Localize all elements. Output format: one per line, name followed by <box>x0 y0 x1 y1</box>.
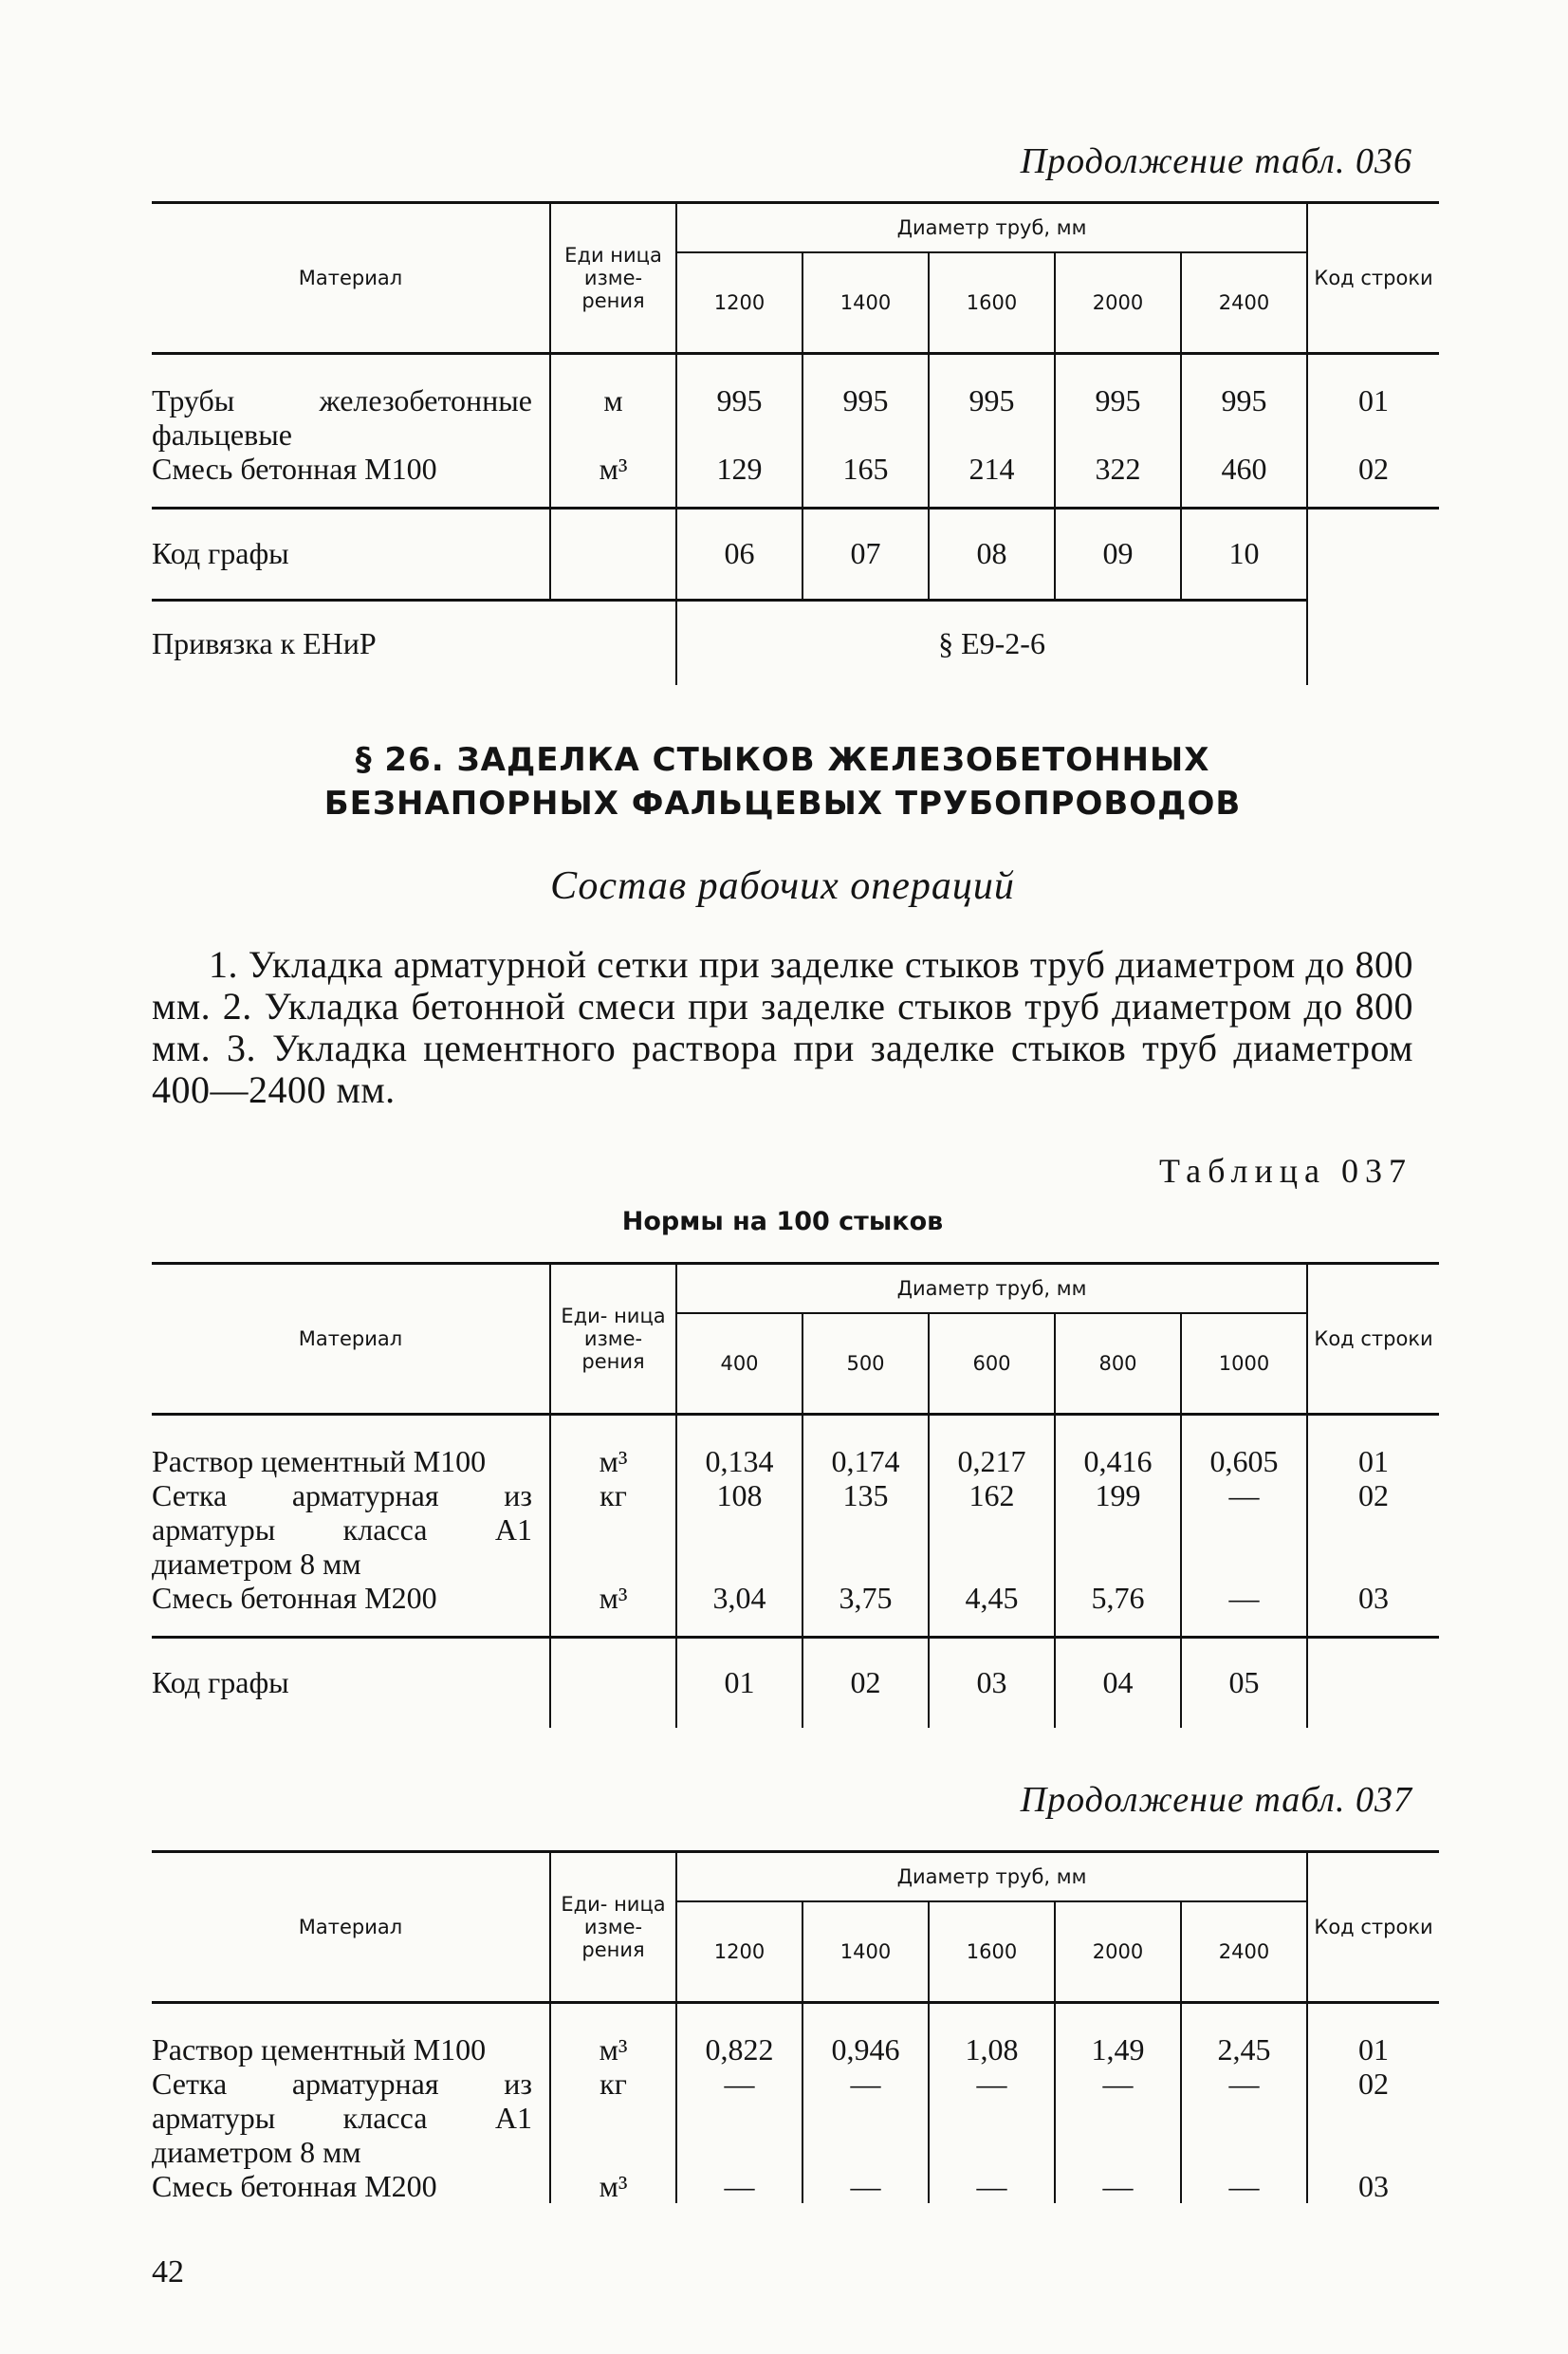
row-unit: м³ <box>550 2169 676 2203</box>
row-code: 02 <box>1307 452 1439 509</box>
row-value: 0,822 <box>676 2003 802 2067</box>
header-diameter-value: 600 <box>929 1313 1055 1415</box>
graph-code-empty <box>1307 509 1439 601</box>
table-037 <box>152 1262 1439 1728</box>
section-title-line: § 26. ЗАДЕЛКА СТЫКОВ ЖЕЛЕЗОБЕТОННЫХ <box>355 741 1210 779</box>
row-value: 3,04 <box>676 1581 802 1638</box>
row-value: — <box>676 2169 802 2203</box>
row-code: 01 <box>1307 354 1439 453</box>
row-code: 02 <box>1307 1478 1439 1581</box>
row-unit: м <box>550 354 676 453</box>
table-037-continuation <box>152 1850 1439 2203</box>
row-value: 322 <box>1055 452 1181 509</box>
row-unit: м³ <box>550 2003 676 2067</box>
header-unit: Еди- ница изме- рения <box>550 1264 676 1415</box>
table-037-continuation-title: Продолжение табл. 037 <box>1020 1780 1412 1820</box>
header-material: Материал <box>152 1264 550 1415</box>
row-value: 3,75 <box>802 1581 929 1638</box>
header-diameter-value: 500 <box>802 1313 929 1415</box>
row-value: 0,605 <box>1181 1415 1307 1479</box>
row-code: 03 <box>1307 2169 1439 2203</box>
row-material: Раствор цементный М100 <box>152 1444 487 1478</box>
row-unit: кг <box>550 2067 676 2169</box>
graph-code: 06 <box>676 509 802 601</box>
graph-code: 04 <box>1055 1638 1181 1729</box>
row-value: 0,174 <box>802 1415 929 1479</box>
row-value: 0,134 <box>676 1415 802 1479</box>
section-title-line: БЕЗНАПОРНЫХ ФАЛЬЦЕВЫХ ТРУБОПРОВОДОВ <box>323 785 1242 823</box>
row-value: — <box>1055 2169 1181 2203</box>
row-code: 01 <box>1307 2003 1439 2067</box>
row-value: — <box>929 2067 1055 2169</box>
graph-code: 08 <box>929 509 1055 601</box>
row-value: 214 <box>929 452 1055 509</box>
graph-code: 10 <box>1181 509 1307 601</box>
row-value: 199 <box>1055 1478 1181 1581</box>
header-material: Материал <box>152 203 550 354</box>
header-diameter-value: 2000 <box>1055 1901 1181 2003</box>
table-037-subtitle: Нормы на 100 стыков <box>621 1207 944 1236</box>
enir-label: Привязка к ЕНиР <box>152 601 676 686</box>
graph-code-label: Код графы <box>152 509 550 601</box>
row-value: — <box>802 2067 929 2169</box>
header-diameter-value: 1600 <box>929 252 1055 354</box>
header-diameter-value: 2000 <box>1055 252 1181 354</box>
header-diameter-value: 2400 <box>1181 1901 1307 2003</box>
row-value: 460 <box>1181 452 1307 509</box>
row-unit: м³ <box>550 1415 676 1479</box>
row-value: 2,45 <box>1181 2003 1307 2067</box>
header-unit: Еди ница изме- рения <box>550 203 676 354</box>
header-diameter-value: 1200 <box>676 252 802 354</box>
section-title <box>152 738 1413 825</box>
row-value: — <box>802 2169 929 2203</box>
header-diameter-value: 1200 <box>676 1901 802 2003</box>
graph-code-row <box>152 1638 1439 1729</box>
row-value: 995 <box>802 354 929 453</box>
row-value: — <box>1181 1478 1307 1581</box>
row-material: Раствор цементный М100 <box>152 2032 487 2067</box>
graph-code: 07 <box>802 509 929 601</box>
graph-code: 09 <box>1055 509 1181 601</box>
table-row <box>152 452 1439 509</box>
row-value: 162 <box>929 1478 1055 1581</box>
row-unit: кг <box>550 1478 676 1581</box>
row-material: Трубы железобетонные фальцевые <box>152 383 532 452</box>
enir-value: § Е9-2-6 <box>676 601 1307 686</box>
header-diameter-value: 1400 <box>802 1901 929 2003</box>
row-material: Смесь бетонная М200 <box>152 1581 437 1615</box>
row-value: 1,08 <box>929 2003 1055 2067</box>
header-code: Код строки <box>1307 1852 1439 2003</box>
row-value: 0,946 <box>802 2003 929 2067</box>
row-value: 995 <box>1055 354 1181 453</box>
header-diameter-value: 400 <box>676 1313 802 1415</box>
row-value: 995 <box>929 354 1055 453</box>
table-row <box>152 1581 1439 1638</box>
row-value: 0,416 <box>1055 1415 1181 1479</box>
header-diameter-value: 2400 <box>1181 252 1307 354</box>
graph-code-label: Код графы <box>152 1638 550 1729</box>
row-code: 03 <box>1307 1581 1439 1638</box>
row-value: — <box>929 2169 1055 2203</box>
header-diameter-value: 1400 <box>802 252 929 354</box>
operations-title: Состав рабочих операций <box>550 864 1015 908</box>
enir-reference-row <box>152 601 1439 686</box>
row-value: 0,217 <box>929 1415 1055 1479</box>
table-036-continuation <box>152 201 1439 685</box>
graph-code-empty <box>1307 1638 1439 1729</box>
row-value: 1,49 <box>1055 2003 1181 2067</box>
row-value: — <box>1181 2169 1307 2203</box>
row-unit: м³ <box>550 1581 676 1638</box>
header-diameter: Диаметр труб, мм <box>676 203 1307 253</box>
row-material: Сетка арматурная из арматуры класса А1 диаметром 8 мм <box>152 1478 532 1581</box>
table-row <box>152 2169 1439 2203</box>
graph-code-empty <box>550 509 676 601</box>
header-diameter: Диаметр труб, мм <box>676 1852 1307 1902</box>
table-row <box>152 1478 1439 1581</box>
row-unit: м³ <box>550 452 676 509</box>
graph-code: 01 <box>676 1638 802 1729</box>
row-code: 02 <box>1307 2067 1439 2169</box>
row-material: Сетка арматурная из арматуры класса А1 диаметром 8 мм <box>152 2067 532 2169</box>
row-value: 5,76 <box>1055 1581 1181 1638</box>
table-036-continuation-title: Продолжение табл. 036 <box>1020 141 1412 181</box>
row-material: Смесь бетонная М100 <box>152 452 437 486</box>
graph-code-row <box>152 509 1439 601</box>
row-value: 995 <box>676 354 802 453</box>
table-037-label: Таблица 037 <box>1159 1152 1412 1190</box>
graph-code-empty <box>550 1638 676 1729</box>
graph-code: 05 <box>1181 1638 1307 1729</box>
row-value: 108 <box>676 1478 802 1581</box>
graph-code: 02 <box>802 1638 929 1729</box>
enir-empty <box>1307 601 1439 686</box>
header-diameter-value: 1000 <box>1181 1313 1307 1415</box>
row-value: 135 <box>802 1478 929 1581</box>
table-row <box>152 2067 1439 2169</box>
header-diameter-value: 800 <box>1055 1313 1181 1415</box>
operations-text: 1. Укладка арматурной сетки при заделке стыков труб диаметром до 800 мм. 2. Укладка бетонной смеси при заделке стыков труб диаметром до 800 мм. 3. Укладка цементного раствора при заделке стыков труб диаметром 400—2400 мм. <box>152 943 1413 1111</box>
row-value: — <box>676 2067 802 2169</box>
row-value: — <box>1181 2067 1307 2169</box>
header-material: Материал <box>152 1852 550 2003</box>
row-value: 165 <box>802 452 929 509</box>
header-diameter: Диаметр труб, мм <box>676 1264 1307 1314</box>
header-unit: Еди- ница изме- рения <box>550 1852 676 2003</box>
row-material: Смесь бетонная М200 <box>152 2169 437 2203</box>
table-row <box>152 354 1439 453</box>
header-code: Код строки <box>1307 203 1439 354</box>
header-code: Код строки <box>1307 1264 1439 1415</box>
header-diameter-value: 1600 <box>929 1901 1055 2003</box>
row-value: — <box>1055 2067 1181 2169</box>
row-value: 129 <box>676 452 802 509</box>
row-code: 01 <box>1307 1415 1439 1479</box>
row-value: — <box>1181 1581 1307 1638</box>
graph-code: 03 <box>929 1638 1055 1729</box>
table-row <box>152 2003 1439 2067</box>
page-number: 42 <box>152 2254 184 2289</box>
row-value: 995 <box>1181 354 1307 453</box>
table-row <box>152 1415 1439 1479</box>
row-value: 4,45 <box>929 1581 1055 1638</box>
